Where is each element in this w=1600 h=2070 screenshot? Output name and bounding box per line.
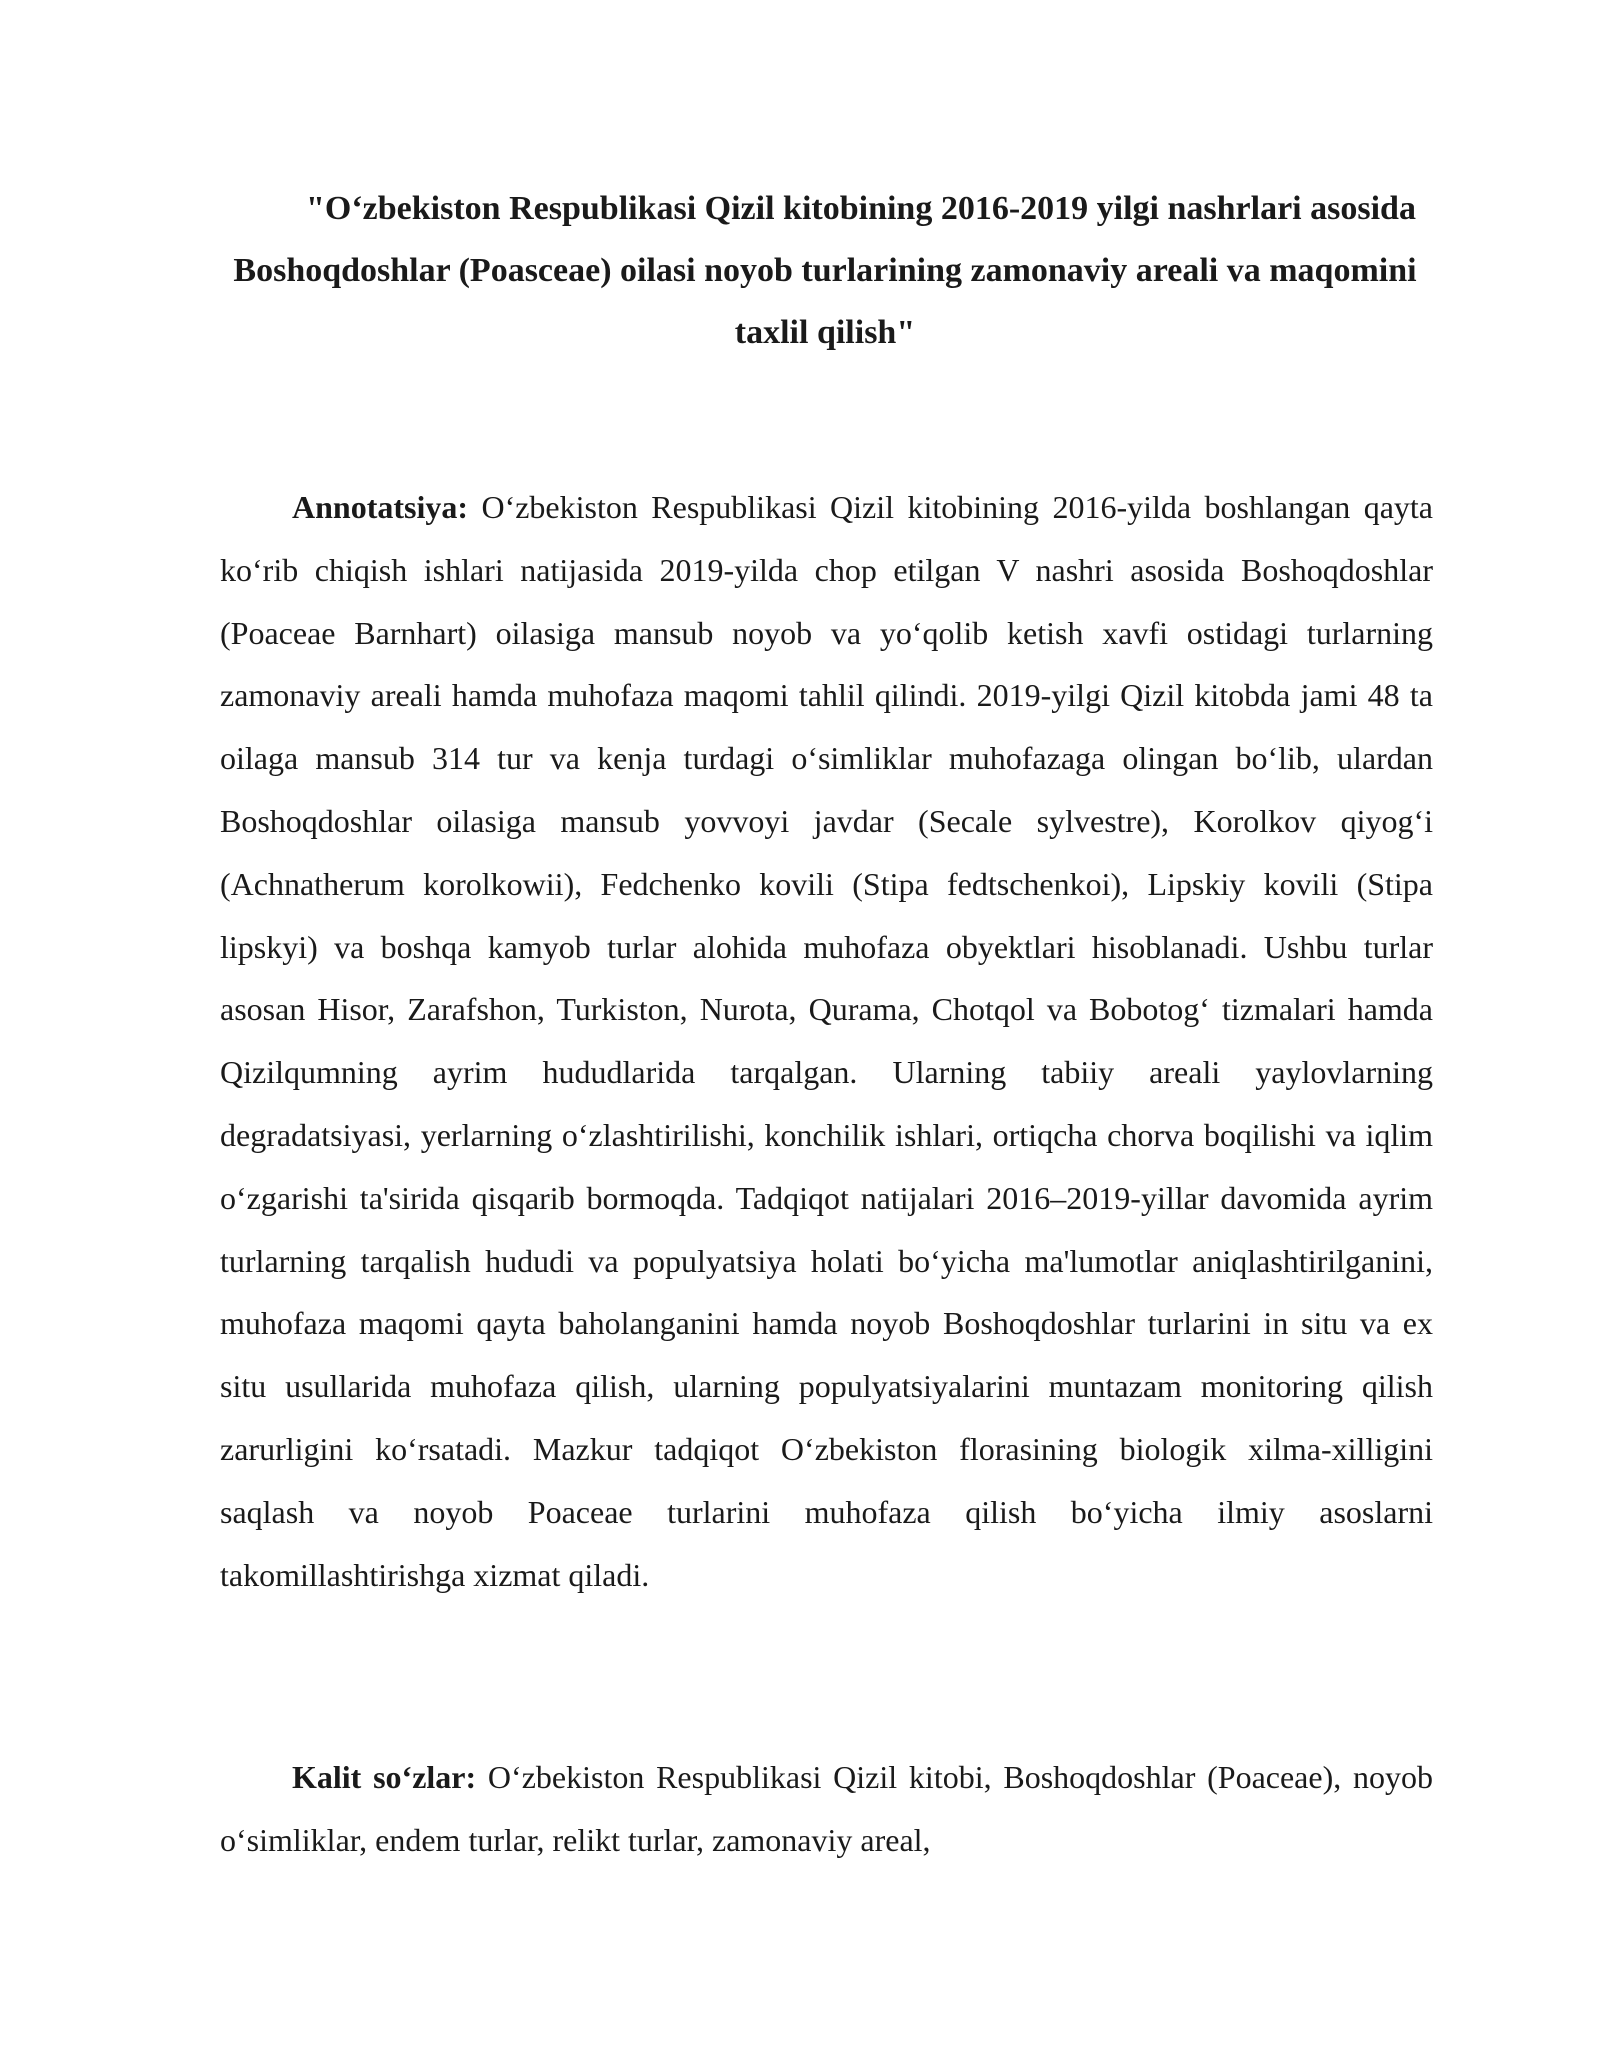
- keywords-label: Kalit so‘zlar:: [292, 1759, 477, 1795]
- abstract-label: Annotatsiya:: [292, 489, 469, 525]
- keywords-text: O‘zbekiston Respublikasi Qizil kitobi, Boshoqdoshlar (Poaceae), noyob o‘simliklar, endem turlar, relikt turlar, zamonaviy areal,: [220, 1759, 1434, 1858]
- document-title: "O‘zbekiston Respublikasi Qizil kitobining 2016-2019 yilgi nashrlari asosida Boshoqdoshlar (Poasceae) oilasi noyob turlarining zamonaviy areali va maqomini taxlil qilish": [233, 190, 1417, 351]
- keywords-paragraph: [220, 1746, 1433, 1872]
- abstract-text: O‘zbekiston Respublikasi Qizil kitobining 2016-yilda boshlangan qayta ko‘rib chiqish ishlari natijasida 2019-yilda chop etilgan V nashri asosida Boshoqdoshlar (Poaceae Barnhart) oilasiga mansub noyob va yo‘qolib ketish xavfi ostidagi turlarning zamonaviy areali hamda muhofaza maqomi tahlil qilindi. 2019-yilgi Qizil kitobda jami 48 ta oilaga mansub 314 tur va kenja turdagi o‘simliklar muhofazaga olingan bo‘lib, ulardan Boshoqdoshlar oilasiga mansub yovvoyi javdar (Secale sylvestre), Korolkov qiyog‘i (Achnatherum korolkowii), Fedchenko kovili (Stipa fedtschenkoi), Lipskiy kovili (Stipa lipskyi) va boshqa kamyob turlar alohida muhofaza obyektlari hisoblanadi. Ushbu turlar asosan Hisor, Zarafshon, Turkiston, Nurota, Qurama, Chotqol va Bobotog‘ tizmalari hamda Qizilqumning ayrim hududlarida tarqalgan. Ularning tabiiy areali yaylovlarning degradatsiyasi, yerlarning o‘zlashtirilishi, konchilik ishlari, ortiqcha chorva boqilishi va iqlim o‘zgarishi ta'sirida qisqarib bormoqda. Tadqiqot natijalari 2016–2019-yillar davomida ayrim turlarning tarqalish hududi va populyatsiya holati bo‘yicha ma'lumotlar aniqlashtirilganini, muhofaza maqomi qayta baholanganini hamda noyob Boshoqdoshlar turlarini in situ va ex situ usullarida muhofaza qilish, ularning populyatsiyalarini muntazam monitoring qilish zarurligini ko‘rsatadi. Mazkur tadqiqot O‘zbekiston florasining biologik xilma-xilligini saqlash va noyob Poaceae turlarini muhofaza qilish bo‘yicha ilmiy asoslarni takomillashtirishga xizmat qiladi.: [220, 489, 1434, 1593]
- abstract-paragraph: [220, 476, 1433, 1606]
